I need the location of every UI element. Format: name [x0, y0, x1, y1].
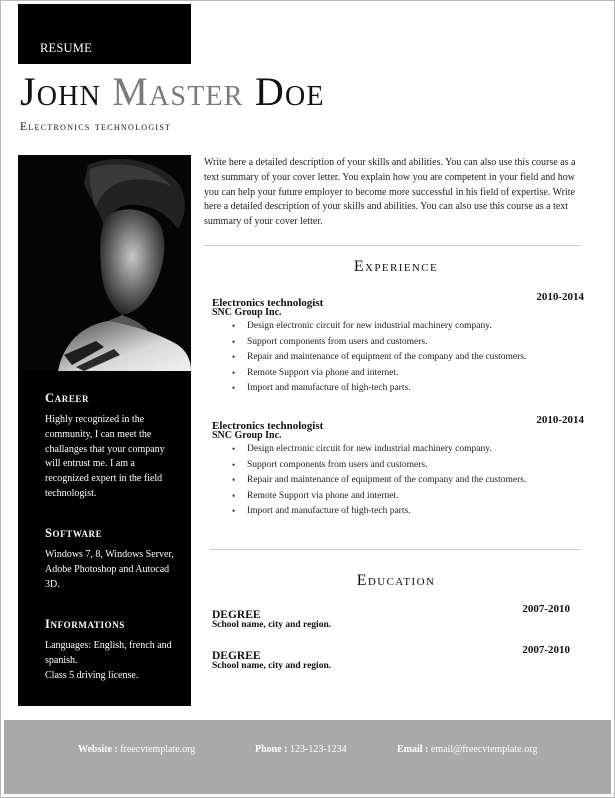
job-duties	[212, 319, 584, 397]
sidebar	[18, 155, 191, 706]
profile-photo	[18, 155, 191, 371]
job-dates: 2010-2014	[536, 414, 584, 426]
list-item	[212, 458, 584, 474]
software-section	[45, 526, 181, 592]
list-item	[212, 366, 584, 382]
list-item	[212, 473, 584, 489]
edu-degree: DEGREE	[212, 609, 261, 621]
job-title: Electronics technologist	[212, 297, 324, 309]
resume-tab-label: RESUME	[40, 41, 92, 55]
job-company: SNC Group Inc.	[212, 430, 282, 441]
job-title: Electronics technologist	[212, 420, 324, 432]
duty-text: Repair and maintenance of equipment of the company and the customers.	[247, 352, 527, 362]
bullet-icon: •	[232, 475, 236, 485]
bullet-icon: •	[232, 336, 236, 347]
list-item	[212, 335, 584, 351]
list-item	[212, 489, 584, 505]
footer-email	[397, 744, 537, 755]
website-link[interactable]: freecvtemplate.org	[120, 744, 196, 755]
name-middle: Master	[112, 69, 244, 114]
phone-label: Phone :	[255, 744, 288, 755]
duty-text: Support components from users and customers.	[247, 336, 428, 347]
job-company: SNC Group Inc.	[212, 307, 282, 318]
name-last: Doe	[254, 69, 325, 114]
duty-text: Support components from users and customers.	[247, 459, 428, 470]
website-label: Website :	[78, 744, 118, 755]
bullet-icon: •	[232, 459, 236, 470]
job-subtitle: Electronics technologist	[20, 121, 172, 133]
software-text: Windows 7, 8, Windows Server, Adobe Photoshop and Autocad 3D.	[45, 549, 174, 590]
career-section	[45, 391, 181, 502]
duty-text: Import and manufacture of high-tech parts.	[247, 506, 411, 516]
bullet-icon: •	[232, 444, 236, 454]
bullet-icon: •	[232, 352, 236, 362]
summary-paragraph: Write here a detailed description of your skills and abilities. You can also use this course as a text summary of your cover letter. You explain how you are competent in your field and how you can help your future employer to become more successful in his field of expertise. Write here a detailed description of your skills and abilities. You can also use this course as a text summary of your cover letter.	[204, 157, 576, 228]
resume-tab	[18, 4, 191, 64]
education-entry-1	[212, 603, 570, 630]
informations-languages: Languages: English, french and spanish.	[45, 640, 172, 666]
software-heading: Software	[45, 526, 103, 540]
list-item	[212, 381, 584, 397]
job-duties	[212, 442, 584, 520]
informations-heading: Informations	[45, 617, 125, 631]
duty-text: Repair and maintenance of equipment of the company and the customers.	[247, 475, 527, 485]
job-entry-2	[212, 414, 584, 520]
experience-heading: Experience	[353, 258, 439, 275]
name-first: John	[20, 69, 102, 114]
bullet-icon: •	[232, 321, 236, 331]
duty-text: Import and manufacture of high-tech parts.	[247, 383, 411, 393]
divider-middle	[210, 549, 581, 550]
bullet-icon: •	[232, 490, 236, 501]
profile-photo-image	[18, 155, 191, 371]
career-text: Highly recognized in the community, I can meet the challanges that your company will entrust me. I am a recognized expert in the field technologist.	[45, 414, 165, 499]
edu-dates: 2007-2010	[522, 644, 570, 656]
list-item	[212, 504, 584, 520]
bullet-icon: •	[232, 383, 236, 393]
edu-school: School name, city and region.	[212, 620, 332, 630]
edu-school: School name, city and region.	[212, 661, 332, 671]
phone-value: 123-123-1234	[290, 744, 347, 755]
informations-section	[45, 617, 181, 683]
job-entry-1	[212, 291, 584, 397]
footer-website	[78, 744, 195, 755]
duty-text: Design electronic circuit for new industrial machinery company.	[247, 321, 492, 331]
bullet-icon: •	[232, 367, 236, 378]
informations-license: Class 5 driving license.	[45, 669, 139, 681]
candidate-name	[20, 70, 325, 114]
footer-phone	[255, 744, 347, 755]
divider-top	[204, 245, 581, 246]
edu-degree: DEGREE	[212, 650, 261, 662]
duty-text: Remote Support via phone and internet.	[247, 490, 399, 501]
email-link[interactable]: email@freecvtemplate.org	[430, 744, 538, 755]
footer	[4, 720, 611, 794]
list-item	[212, 442, 584, 458]
list-item	[212, 350, 584, 366]
list-item	[212, 319, 584, 335]
career-heading: Career	[45, 391, 90, 405]
edu-dates: 2007-2010	[522, 603, 570, 615]
duty-text: Remote Support via phone and internet.	[247, 367, 399, 378]
email-label: Email :	[397, 744, 429, 755]
bullet-icon: •	[232, 506, 236, 516]
education-heading: Education	[356, 572, 436, 589]
job-dates: 2010-2014	[536, 291, 584, 303]
duty-text: Design electronic circuit for new industrial machinery company.	[247, 444, 492, 454]
education-entry-2	[212, 644, 570, 671]
